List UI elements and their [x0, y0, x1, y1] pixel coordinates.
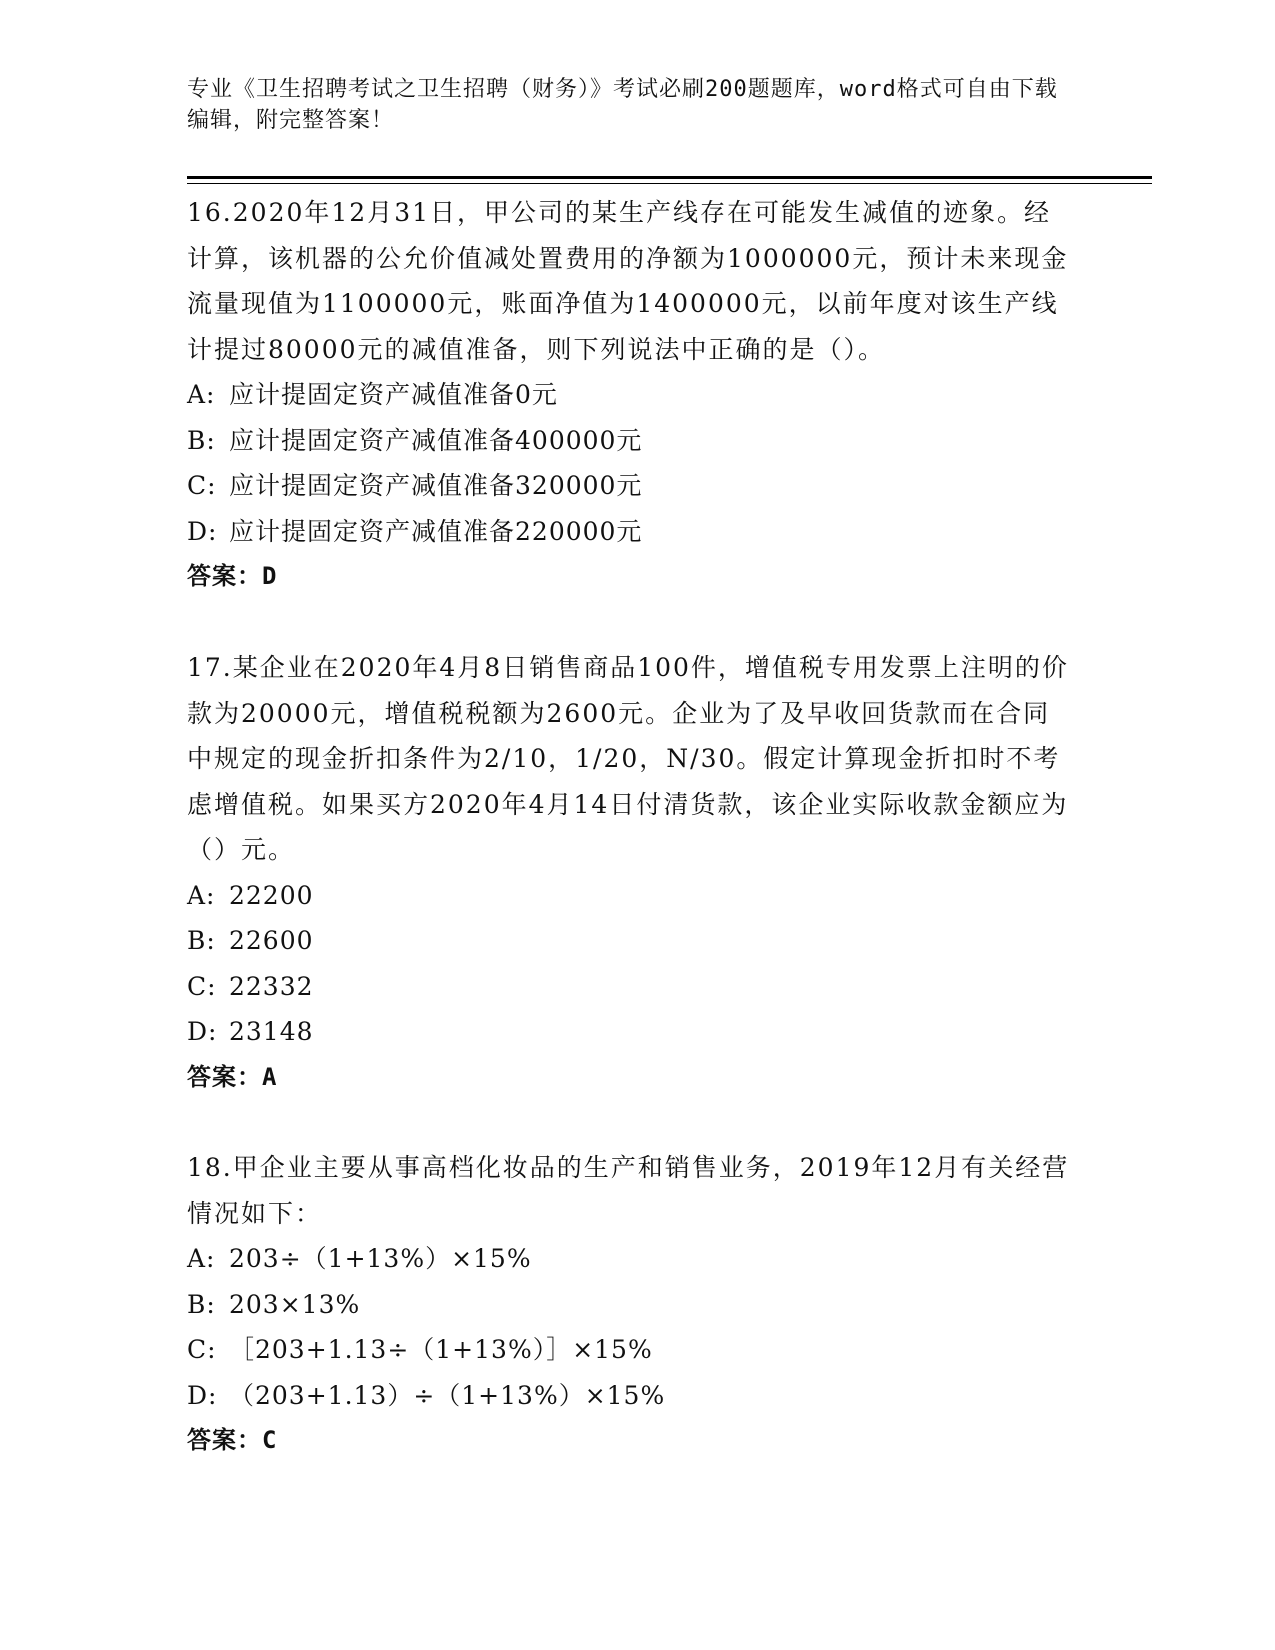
option-text: 应计提固定资产减值准备220000元 [229, 516, 643, 546]
option-text: 应计提固定资产减值准备320000元 [229, 471, 643, 500]
option-a [187, 372, 1077, 418]
option-letter: C: [187, 1335, 217, 1364]
option-letter: A: [187, 880, 216, 910]
option-letter: B: [187, 1289, 216, 1319]
option-letter: C: [187, 471, 217, 500]
header-divider-thin [187, 183, 1152, 184]
option-letter: A: [187, 1244, 216, 1273]
option-text: ［203+1.13÷（1+13%）］×15% [229, 1335, 653, 1364]
option-c [187, 964, 1077, 1010]
option-letter: D: [187, 1380, 218, 1410]
option-text: 23148 [229, 1017, 314, 1046]
option-a [187, 1236, 1077, 1282]
option-text: 22332 [229, 971, 314, 1001]
question-stem: 16.2020年12月31日，甲公司的某生产线存在可能发生减值的迹象。经计算，该机器的公允价值减处置费用的净额为1000000元，预计未来现金流量现值为1100000元，账面净值为1400000元，以前年度对该生产线计提过80000元的减值准备，则下列说法中正确的是（）。 [187, 198, 1069, 364]
question-stem: 17.某企业在2020年4月8日销售商品100件，增值税专用发票上注明的价款为20000元，增值税税额为2600元。企业为了及早收回货款而在合同中规定的现金折扣条件为2/10，1/20，N/30。假定计算现金折扣时不考虑增值税。如果买方2020年4月14日付清货款，该企业实际收款金额应为（）元。 [187, 653, 1069, 864]
option-text: （203+1.13）÷（1+13%）×15% [229, 1380, 666, 1410]
question-16 [187, 190, 1077, 600]
option-text: 22200 [229, 880, 314, 910]
option-letter: A: [187, 380, 216, 409]
option-text: 203÷（1+13%）×15% [229, 1244, 532, 1273]
option-letter: C: [187, 971, 217, 1001]
option-text: 应计提固定资产减值准备0元 [229, 380, 558, 409]
option-letter: D: [187, 1017, 218, 1046]
document-header: 专业《卫生招聘考试之卫生招聘（财务）》考试必刷200题题库，word格式可自由下载编辑，附完整答案！ [187, 77, 1058, 133]
header-divider-thick [187, 176, 1152, 179]
option-a [187, 873, 1077, 919]
option-b [187, 418, 1077, 464]
answer-line: 答案：C [187, 1426, 278, 1454]
option-d [187, 509, 1077, 555]
option-d [187, 1373, 1077, 1419]
question-17 [187, 645, 1077, 1100]
answer-line: 答案：A [187, 1062, 278, 1091]
option-letter: B: [187, 425, 216, 455]
option-c [187, 463, 1077, 509]
option-text: 22600 [229, 926, 314, 955]
option-b [187, 1282, 1077, 1328]
question-18 [187, 1145, 1077, 1464]
option-b [187, 918, 1077, 964]
option-text: 203×13% [229, 1289, 361, 1319]
option-letter: D: [187, 516, 218, 546]
option-letter: B: [187, 926, 216, 955]
question-stem: 18.甲企业主要从事高档化妆品的生产和销售业务，2019年12月有关经营情况如下： [187, 1153, 1070, 1228]
option-text: 应计提固定资产减值准备400000元 [229, 425, 643, 455]
option-c [187, 1327, 1077, 1373]
answer-line: 答案：D [187, 562, 278, 590]
option-d [187, 1009, 1077, 1055]
